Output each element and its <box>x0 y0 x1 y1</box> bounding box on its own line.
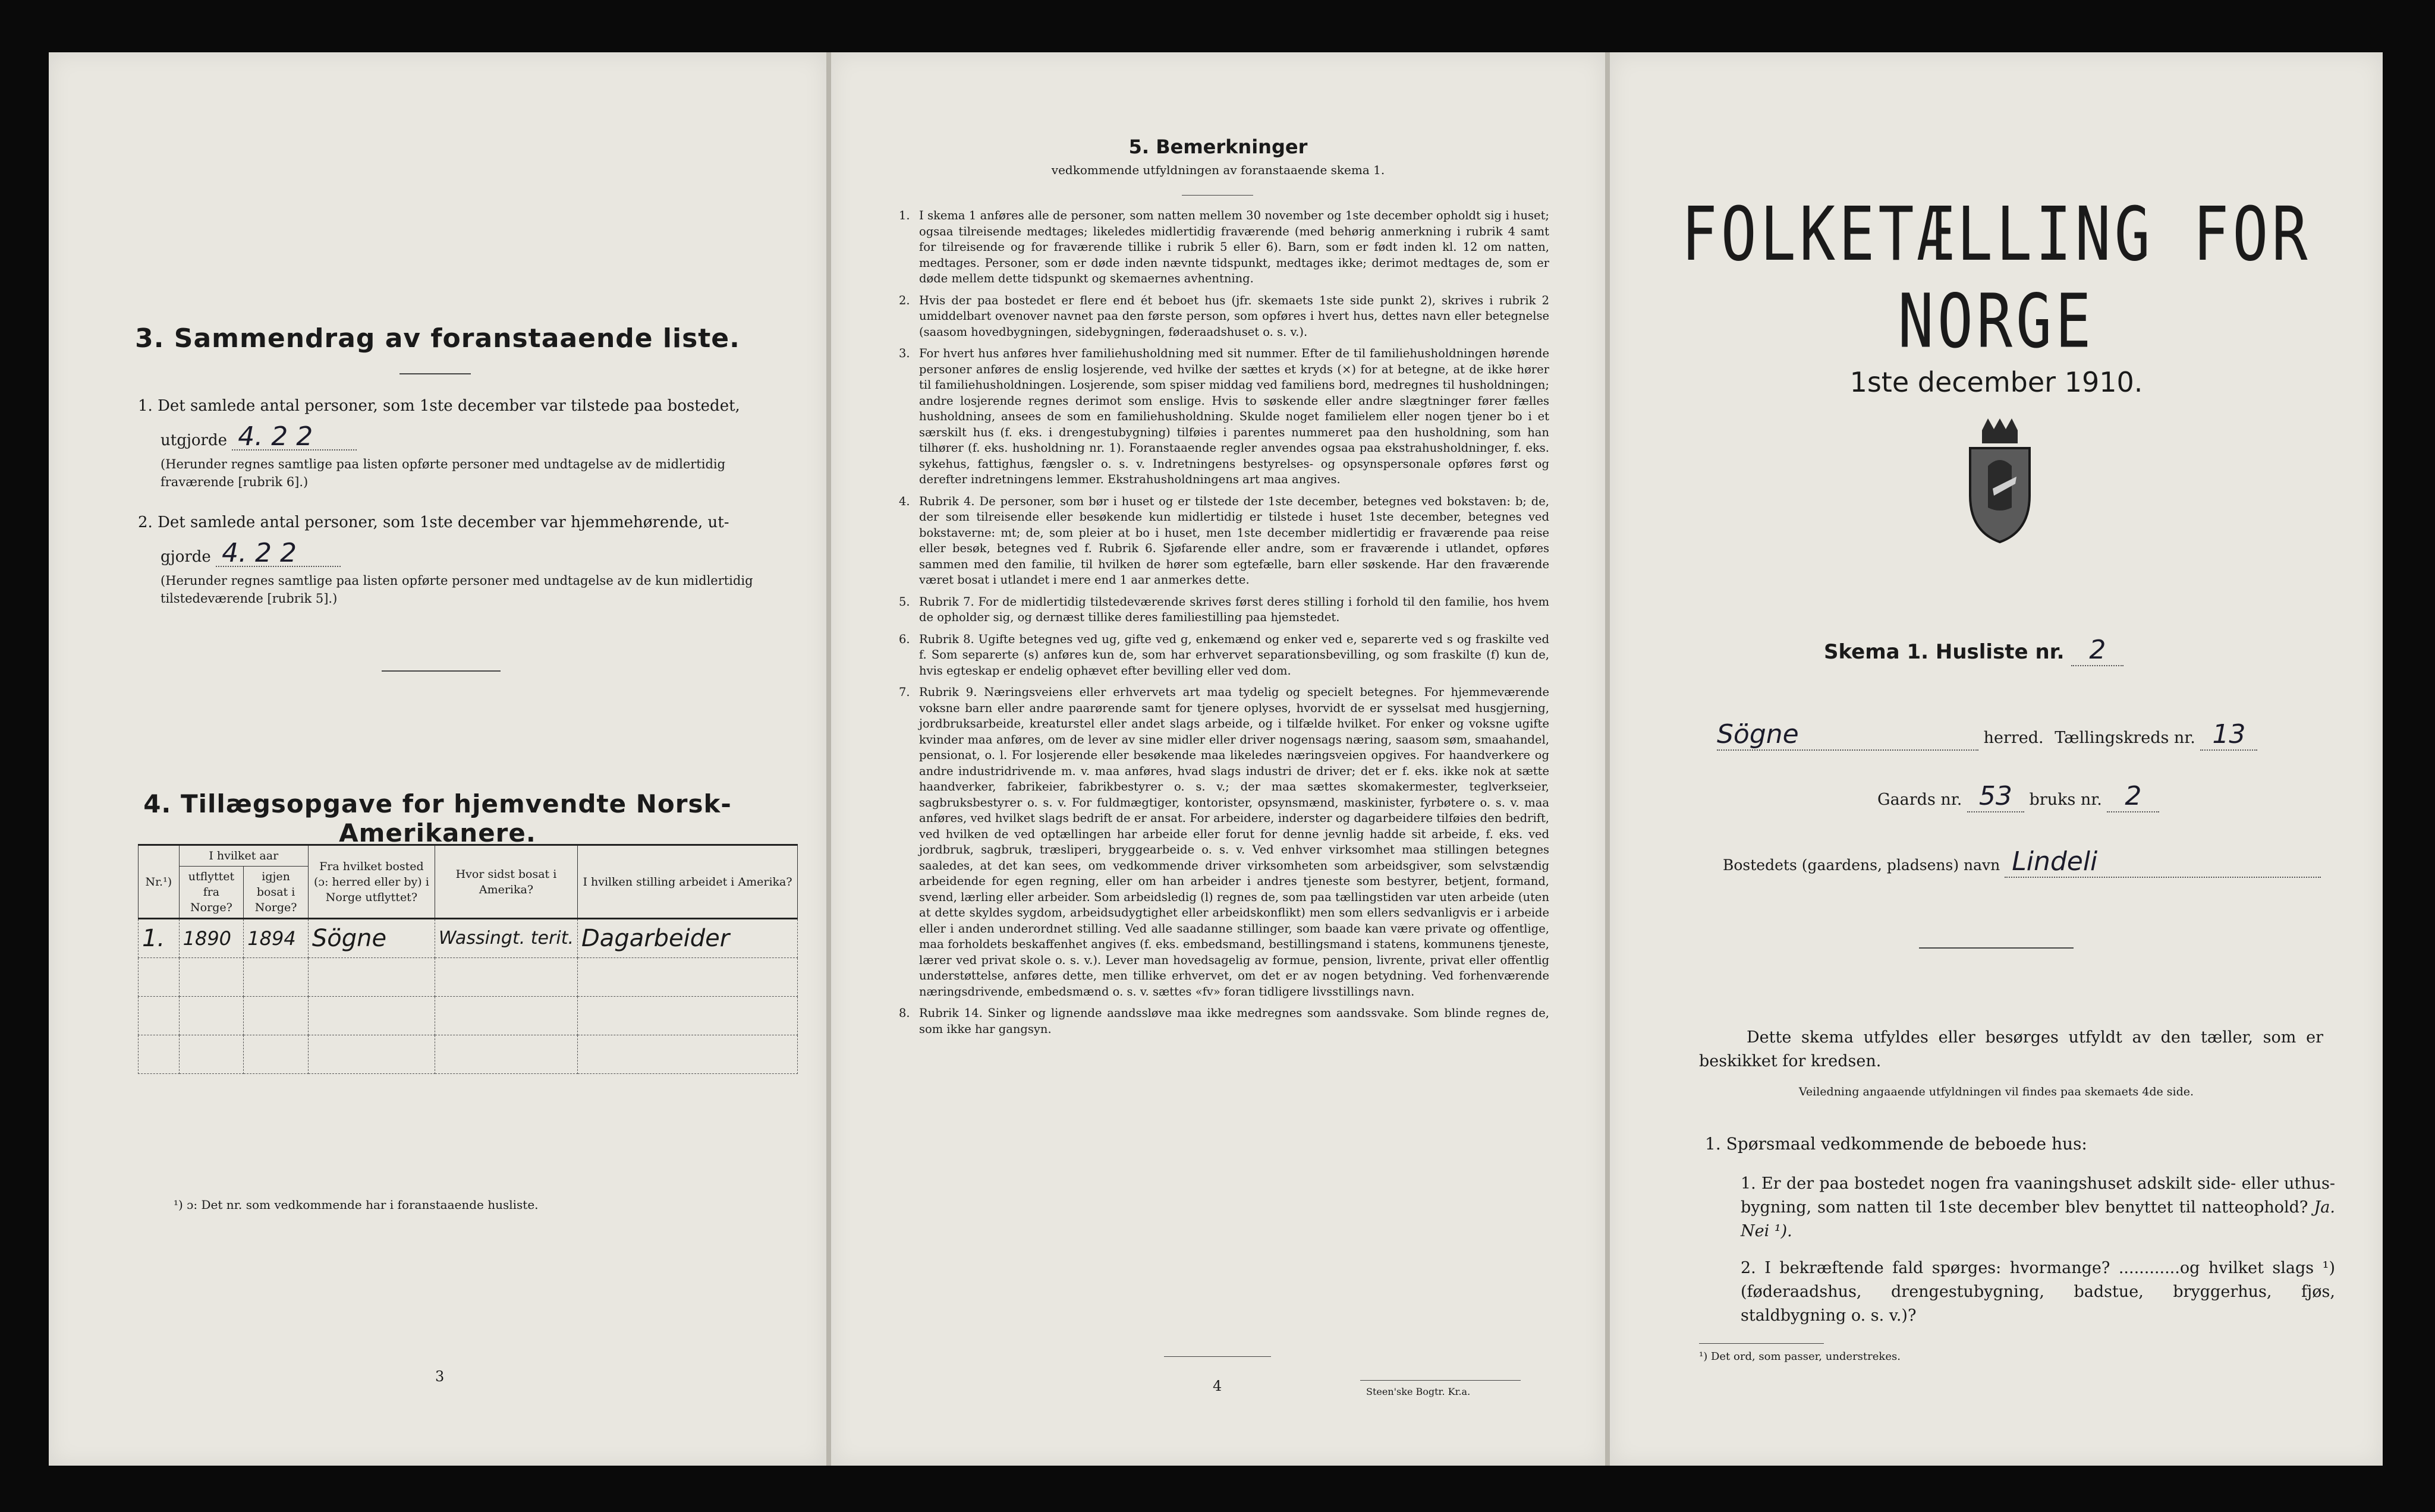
herred-line <box>1717 719 2341 751</box>
schema-line <box>1824 635 2123 666</box>
cell-returned <box>244 997 309 1035</box>
remark-number: 7. <box>899 685 910 699</box>
remark-number: 6. <box>899 632 910 646</box>
remark-item <box>899 494 1549 588</box>
cell-last-america <box>435 997 577 1035</box>
cell-returned: 1894 <box>244 919 309 958</box>
col-year-group: I hvilket aar <box>179 845 308 867</box>
question-1-title: 1. Spørsmaal vedkommende de beboede hus: <box>1705 1134 2087 1154</box>
page-fold <box>826 52 831 1466</box>
table-row <box>139 997 798 1035</box>
census-title: FOLKETÆLLING FOR NORGE <box>1681 190 2311 365</box>
col-from-where: Fra hvilket bosted (ɔ: herred eller by) i Norge utflyttet? <box>308 845 435 919</box>
remark-number: 3. <box>899 346 910 360</box>
gaards-label: Gaards nr. <box>1877 790 1962 809</box>
cell-from-where <box>308 958 435 997</box>
husliste-number: 2 <box>2071 635 2123 666</box>
remark-text: For hvert hus anføres hver familiehusholdning med sit nummer. Efter de til familiehusholdningen hørende personer anføres de enslig losjerende, ved hvilke der sættes et kryds (×) for at betegne, at de ikke hører til familiehusholdningen. Losjerende, som spiser middag ved familiens bord, medregnes til husholdningen; andre losjerende regnes derimot som enslige. Hvis to søskende eller andre slægtninger fører fælles husholdning, ansees de som en familiehusholdning. Skulde noget familielem eller nogen tjener bo i et særskilt hus (f. eks. i drengestubygning) tilføies i parentes nummeret paa den husholdning, som han tilhører (f. eks. husholdning nr. 1). Foranstaaende regler anvendes ogsaa paa ekstrahusholdninger, f. eks. sykehus, fattighus, fængsler o. s. v. Indretningens bestyrelses- og opsynspersonale opføres først og derefter indretningens lemmer. Ekstrahusholdningens art maa angives. <box>919 346 1549 486</box>
instruction-text: Dette skema utfyldes eller besørges utfyldt av den tæller, som er beskikket for kredsen. <box>1699 1028 2323 1070</box>
remark-item <box>899 594 1549 626</box>
norsk-amerikanere-table <box>138 844 798 1074</box>
question-1-1 <box>1741 1172 2335 1243</box>
bosted-line <box>1723 846 2347 878</box>
divider <box>399 373 471 374</box>
summary-item-2-note: (Herunder regnes samtlige paa listen opførte personer med undtagelse av de kun midlertidig tilstedeværende [rubrik 5].) <box>161 574 753 606</box>
cell-nr <box>139 1035 180 1074</box>
gaards-value: 53 <box>1967 781 2024 812</box>
page-number: 4 <box>1213 1378 1222 1394</box>
utgjorde-label: gjorde <box>161 548 211 566</box>
remarks-subtitle: vedkommende utfyldningen av foranstaaende skema 1. <box>1051 163 1385 177</box>
schema-label: Skema 1. Husliste nr. <box>1824 640 2065 664</box>
col-emigrated: utflyttet fra Norge? <box>179 867 244 919</box>
summary-item-1-line <box>161 421 755 453</box>
cell-emigrated: 1890 <box>179 919 244 958</box>
question-1-2: 2. I bekræftende fald spørges: hvormange? ............og hvilket slags ¹) (føderaadshus, drengestubygning, badstue, bryggerhus, fjøs, staldbygning o. s. v.)? <box>1741 1259 2335 1325</box>
kreds-value: 13 <box>2200 719 2257 751</box>
remark-number: 4. <box>899 494 910 508</box>
bruks-value: 2 <box>2107 781 2159 812</box>
remark-text: Rubrik 9. Næringsveiens eller erhvervets art maa tydelig og specielt betegnes. For hjemmeværende voksne barn eller andre paarørende samt for tjenere oplyses, hvorvidt de er sysselsat med husgjerning, jordbruksarbeide, kreaturstel eller andet slags arbeide, og i tilfælde hvilket. For enker og voksne ugifte kvinder maa anføres, om de lever av sine midler eller driver nogensags næring, saasom søm, smaahandel, pensionat, o. l. For losjerende eller besøkende maa likeledes næringsveien opgives. For haandverkere og andre industridrivende m. v. maa anføres, hvad slags industri de driver; det er f. eks. ikke nok at sætte haandverker, fabrikeier, fabrikbestyrer o. s. v.; der maa sættes skomakermester, teglverkseier, sagbruksbestyrer o. s. v. For fuldmægtiger, kontorister, opsynsmænd, maskinister, fyrbøtere o. s. v. maa anføres, ved hvilket slags bedrift de er ansat. For arbeidere, inderster og dagarbeidere tilføies den bedrift, ved hvilken de ved optællingen har arbeide eller forut for denne jevnlig hadde sit arbeide, f. eks. ved jordbruk, sagbruk, træsliperi, bryggearbeide o. s. v. Ved enhver virksomhet maa stillingen betegnes saaledes, at det kan sees, om vedkommende driver virksomheten som arbeidsgiver, som selvstændig arbeidende for egen regning, eller om han arbeider i andres tjeneste som bestyrer, betjent, formand, svend, lærling eller arbeider. Som arbeidsledig (l) regnes de, som paa tællingstiden var uten arbeide (uten at dette skyldes sygdom, arbeidsudygtighet eller arbeidskonflikt) men som ellers sedvanligvis er i arbeide eller i anden underordnet stilling. Ved alle saadanne stillinger, som baade kan være private og offentlige, maa forholdets beskaffenhet angives (f. eks. embedsmand, bestillingsmand i statens, kommunens tjeneste, lærer ved privat skole o. s. v.). Lever man hovedsagelig av formue, pension, livrente, privat eller offentlig understøttelse, anføres dette, men tillike erhvervet, om det er av nogen betydning. Ved forhenværende næringsdrivende, embedsmænd o. s. v. sættes «fv» foran tidligere livsstillings navn. <box>919 685 1549 998</box>
remark-text: I skema 1 anføres alle de personer, som natten mellem 30 november og 1ste december opholdt sig i huset; ogsaa tilreisende medtages; likeledes midlertidig fraværende (med behørig anmerkning i rubrik 4 samt for tilreisende og for fraværende tillike i rubrik 5 eller 6). Barn, som er født inden kl. 12 om natten, medtages. Personer, som er døde inden nævnte tidspunkt, medtages ikke; derimot medtages de, som er døde mellem dette tidspunkt og skemaernes avhentning. <box>919 209 1549 285</box>
bosted-value: Lindeli <box>2005 846 2321 878</box>
remark-item <box>899 632 1549 679</box>
cell-emigrated <box>179 997 244 1035</box>
summary-item-1: 1. Det samlede antal personer, som 1ste december var tilstede paa bostedet, <box>138 397 740 415</box>
table-footnote: ¹) ɔ: Det nr. som vedkommende har i foranstaaende husliste. <box>174 1198 539 1212</box>
scroll-ornament-icon <box>1919 947 2074 949</box>
summary-item-1-note: (Herunder regnes samtlige paa listen opførte personer med undtagelse av de midlertidig fraværende [rubrik 6].) <box>161 457 726 489</box>
cell-emigrated <box>179 1035 244 1074</box>
instruction-small: Veiledning angaaende utfyldningen vil findes paa skemaets 4de side. <box>1798 1085 2194 1098</box>
cell-from-where: Sögne <box>308 919 435 958</box>
summary-item-2: 2. Det samlede antal personer, som 1ste december var hjemmehørende, ut- <box>138 514 729 531</box>
remark-number: 8. <box>899 1006 910 1020</box>
remark-item <box>899 293 1549 341</box>
cell-nr <box>139 958 180 997</box>
item-2-value: 4. 2 2 <box>216 541 341 567</box>
remark-text: Hvis der paa bostedet er flere end ét beboet hus (jfr. skemaets 1ste side punkt 2), skrives i rubrik 2 umiddelbart ovenover navnet paa den første person, som opføres i hvert hus, dettes navn eller betegnelse (saasom hovedbygningen, sidebygningen, føderaadshuset o. s. v.). <box>919 293 1549 339</box>
cell-nr <box>139 997 180 1035</box>
remark-text: Rubrik 8. Ugifte betegnes ved ug, gifte ved g, enkemænd og enker ved e, separerte ved s og fraskilte ved f. Som separerte (s) anføres kun de, som har erhvervet separationsbevilling, og som fraskilte (f) kun de, hvis egteskap er endelig ophævet efter bevilling eller ved dom. <box>919 632 1549 678</box>
gaards-line <box>1877 781 2159 812</box>
table-row <box>139 919 798 958</box>
col-returned: igjen bosat i Norge? <box>244 867 309 919</box>
page-fold <box>1605 52 1610 1466</box>
cell-last-america <box>435 1035 577 1074</box>
census-date: 1ste december 1910. <box>1849 366 2143 398</box>
divider <box>1182 195 1253 196</box>
cell-occupation <box>578 997 798 1035</box>
cell-from-where <box>308 997 435 1035</box>
remark-item <box>899 346 1549 488</box>
divider <box>1699 1343 1824 1344</box>
remark-number: 2. <box>899 293 910 307</box>
page-4 <box>831 52 1605 1466</box>
remark-text: Rubrik 7. For de midlertidig tilstedeværende skrives først deres stilling i forhold til den familie, hos hvem de opholder sig, og dernæst tillike deres familiestilling paa hjemstedet. <box>919 594 1549 624</box>
utgjorde-label: utgjorde <box>161 431 228 449</box>
remarks-list <box>831 208 1605 1037</box>
page-3 <box>49 52 826 1466</box>
remark-item <box>899 1006 1549 1037</box>
page-1 <box>1610 52 2383 1466</box>
cell-occupation <box>578 958 798 997</box>
norway-crowned-lion-shield-icon <box>1958 418 2041 543</box>
divider <box>1164 1356 1271 1357</box>
question-1-1-answer: Ja. Nei ¹). <box>1741 1198 2335 1240</box>
bruks-label: bruks nr. <box>2029 790 2102 809</box>
item-1-value: 4. 2 2 <box>232 424 357 451</box>
cell-nr: 1. <box>139 919 180 958</box>
question-1-1-text: 1. Er der paa bostedet nogen fra vaaningshuset adskilt side- eller uthus-bygning, som natten til 1ste december blev benyttet til natteophold? <box>1741 1174 2335 1217</box>
cell-last-america <box>435 958 577 997</box>
kreds-label: Tællingskreds nr. <box>2055 729 2195 747</box>
col-occupation: I hvilken stilling arbeidet i Amerika? <box>578 845 798 919</box>
bosted-label: Bostedets (gaardens, pladsens) navn <box>1723 856 2000 874</box>
cell-returned <box>244 958 309 997</box>
remark-text: Rubrik 4. De personer, som bør i huset og er tilstede der 1ste december, betegnes ved bokstaven: b; de, der som tilreisende eller besøkende kun midlertidig er tilstede i huset 1ste december, betegnes ved bokstaverne: mt; de, som pleier at bo i huset, men 1ste december midlertidig er fraværende paa reise eller besøk, betegnes ved f. Rubrik 6. Sjøfarende eller andre, som er fraværende i utlandet, opføres sammen med den familie, til hvilken de hører som egtefælle, barn eller søskende. Har den fraværende været bosat i utlandet i mere end 1 aar anmerkes dette. <box>919 494 1549 587</box>
remark-number: 1. <box>899 209 910 222</box>
remark-text: Rubrik 14. Sinker og lignende aandssløve maa ikke medregnes som aandssvake. Som blinde regnes de, som ikke har gangsyn. <box>919 1006 1549 1036</box>
section-3-title: 3. Sammendrag av foranstaaende liste. <box>135 323 740 354</box>
remark-item <box>899 685 1549 1000</box>
col-last-america: Hvor sidst bosat i Amerika? <box>435 845 577 919</box>
cell-from-where <box>308 1035 435 1074</box>
herred-value: Sögne <box>1717 719 1978 751</box>
cell-last-america: Wassingt. terit. <box>435 919 577 958</box>
page-number: 3 <box>435 1368 445 1385</box>
remark-number: 5. <box>899 594 910 609</box>
summary-item-2-line <box>161 538 755 569</box>
divider <box>382 670 501 672</box>
cell-returned <box>244 1035 309 1074</box>
section-4-title: 4. Tillægsopgave for hjemvendte Norsk-Amerikanere. <box>143 789 732 848</box>
herred-label: herred. <box>1983 729 2044 747</box>
printer-mark: Steen'ske Bogtr. Kr.a. <box>1366 1386 1471 1397</box>
page1-footnote: ¹) Det ord, som passer, understrekes. <box>1699 1350 1901 1363</box>
divider <box>1360 1380 1521 1381</box>
cell-occupation: Dagarbeider <box>578 919 798 958</box>
table-row <box>139 1035 798 1074</box>
remark-item <box>899 208 1549 287</box>
col-nr: Nr.¹) <box>139 845 180 919</box>
remarks-title: 5. Bemerkninger <box>1128 136 1308 158</box>
cell-occupation <box>578 1035 798 1074</box>
table-row <box>139 958 798 997</box>
cell-emigrated <box>179 958 244 997</box>
